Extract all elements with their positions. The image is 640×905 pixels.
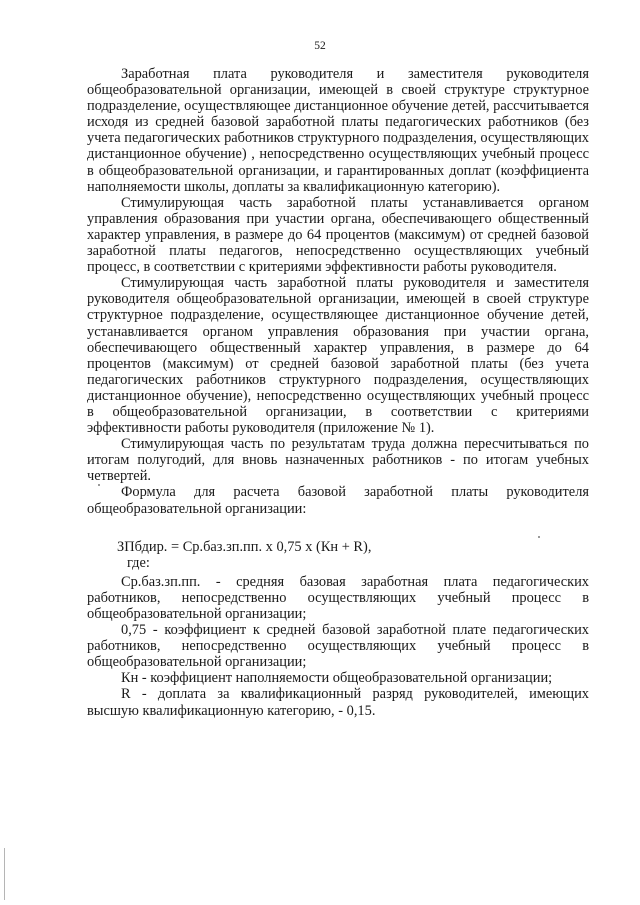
document-body [87, 66, 589, 719]
where-label: где: [127, 554, 150, 571]
scan-speck [538, 536, 540, 538]
definition-avg-salary: Ср.баз.зп.пп. - средняя базовая заработная плата педагогических работников, непосредственно осуществляющих учебный процесс в общеобразовательной организации; [87, 573, 589, 622]
definition-qualification: R - доплата за квалификационный разряд руководителей, имеющих высшую квалификационную категорию, - 0,15. [87, 686, 589, 719]
definition-occupancy: Кн - коэффициент наполняемости общеобразовательной организации; [121, 670, 553, 687]
paragraph-incentive-director: Стимулирующая часть заработной платы устанавливается органом управления образования при участии органа, обеспечивающего общественный характер управления, в размере до 64 процентов (максимум) от средней базовой заработной платы педагогов, непосредственно осуществляющих учебный процесс, в соответствии с критериями эффективности работы руководителя. [87, 194, 589, 276]
paragraph-formula-intro: Формула для расчета базовой заработной платы руководителя общеобразовательной организации: [87, 484, 589, 517]
salary-formula: ЗПбдир. = Ср.баз.зп.пп. х 0,75 х (Кн + R), [117, 538, 372, 555]
scan-speck [98, 484, 100, 486]
page-number: 52 [314, 40, 326, 52]
paragraph-recalculation: Стимулирующая часть по результатам труда должна пересчитываться по итогам полугодий, для вновь назначенных работников - по итогам учебных четвертей. [87, 436, 589, 485]
definition-coefficient: 0,75 - коэффициент к средней базовой заработной плате педагогических работников, непосредственно осуществляющих учебный процесс в общеобразовательной организации; [87, 622, 589, 671]
scan-edge-artifact [4, 848, 5, 900]
paragraph-salary-calculation: Заработная плата руководителя и заместителя руководителя общеобразовательной организации, имеющей в своей структуре структурное подразделение, осуществляющее дистанционное обучение детей, рассчитывается исходя из средней базовой заработной платы педагогических работников (без учета педагогических работников структурного подразделения, осуществляющих дистанционное обучение) , непосредственно осуществляющих учебный процесс в общеобразовательной организации, и гарантированных доплат (коэффициента наполняемости школы, доплаты за квалификационную категорию). [87, 66, 589, 195]
paragraph-incentive-deputy: Стимулирующая часть заработной платы руководителя и заместителя руководителя общеобразовательной организации, имеющей в своей структуре структурное подразделение, осуществляющее дистанционное обучение детей, устанавливается органом управления образования при участии органа, обеспечивающего общественный характер управления, в размере до 64 процентов (максимум) от средней базовой заработной платы (без учета педагогических работников структурного подразделения, осуществляющих дистанционное обучение), непосредственно осуществляющих учебный процесс в общеобразовательной организации, в соответствии с критериями эффективности работы руководителя (приложение № 1). [87, 275, 589, 437]
